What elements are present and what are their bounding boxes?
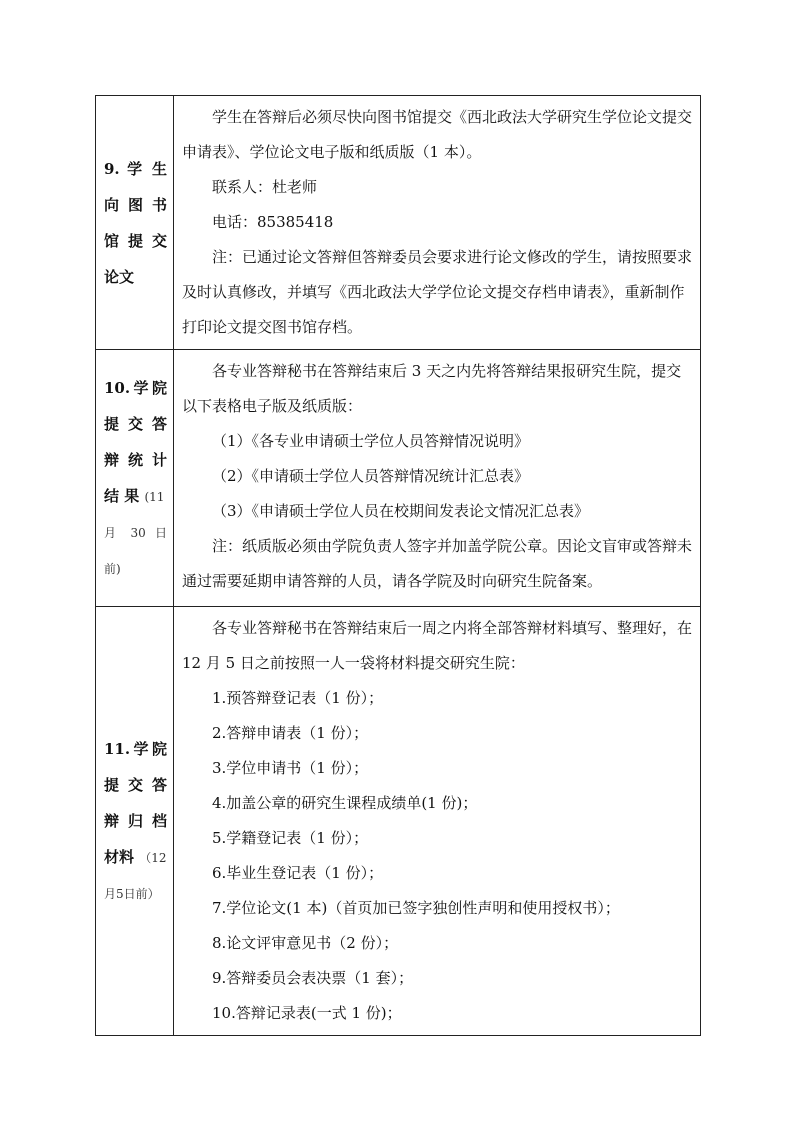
paragraph: 注：纸质版必须由学院负责人签字并加盖学院公章。因论文盲审或答辩未通过需要延期申请答辩的人员，请各学院及时向研究生院备案。 <box>182 537 693 590</box>
label-line: 论文 <box>104 267 135 286</box>
section-label-cell <box>96 350 174 607</box>
list-item: 8.论文评审意见书（2 份）； <box>212 934 399 952</box>
label-line: 10.学院 <box>104 378 167 397</box>
list-item: 9.答辩委员会表决票（1 套）； <box>212 969 414 987</box>
section-content <box>174 350 700 603</box>
label-date-note: 前) <box>104 561 121 576</box>
label-date-note: 月 30 日 <box>104 525 167 540</box>
list-item: （2）《申请硕士学位人员答辩情况统计汇总表》 <box>212 467 530 485</box>
table-row-section-11 <box>96 607 701 1036</box>
label-line: 提 交 答 <box>104 414 167 433</box>
list-item: 5.学籍登记表（1 份）； <box>212 829 369 847</box>
section-content <box>174 96 700 349</box>
table-row-section-10 <box>96 350 701 607</box>
label-line: 11.学院 <box>104 739 167 758</box>
table-row-section-9 <box>96 96 701 350</box>
label-date-note: (11 <box>144 489 165 504</box>
paragraph: 电话：85385418 <box>212 213 334 231</box>
label-line: 馆 提 交 <box>104 231 167 250</box>
section-label <box>96 731 173 912</box>
section-content-cell <box>174 96 701 350</box>
label-date-note: （12 <box>139 850 167 865</box>
label-line: 提 交 答 <box>104 775 167 794</box>
paragraph: 各专业答辩秘书在答辩结束后 3 天之内先将答辩结果报研究生院，提交以下表格电子版及纸质版： <box>182 362 682 415</box>
section-label <box>96 151 173 295</box>
list-item: 2.答辩申请表（1 份）； <box>212 724 369 742</box>
label-line: 辩 归 档 <box>104 811 167 830</box>
label-line <box>104 478 167 515</box>
paragraph: 联系人：杜老师 <box>212 178 318 196</box>
list-item: 10.答辩记录表(一式 1 份)； <box>212 1004 402 1022</box>
label-line: 向 图 书 <box>104 195 167 214</box>
list-item: （1）《各专业申请硕士学位人员答辩情况说明》 <box>212 432 530 450</box>
label-line-text: 结 果 <box>104 486 140 505</box>
list-item: 3.学位申请书（1 份）； <box>212 759 369 777</box>
section-content <box>174 607 700 1035</box>
label-line: 辩 统 计 <box>104 450 167 469</box>
list-item: （3）《申请硕士学位人员在校期间发表论文情况汇总表》 <box>212 502 590 520</box>
list-item: 7.学位论文(1 本)（首页加已签字独创性声明和使用授权书）； <box>212 899 620 917</box>
paragraph: 各专业答辩秘书在答辩结束后一周之内将全部答辩材料填写、整理好，在 12 月 5 日之前按照一人一袋将材料提交研究生院： <box>182 619 693 672</box>
section-content-cell <box>174 607 701 1036</box>
section-label <box>96 370 173 587</box>
section-label-cell <box>96 607 174 1036</box>
list-item: 4.加盖公章的研究生课程成绩单(1 份)； <box>212 794 478 812</box>
section-label-cell <box>96 96 174 350</box>
paragraph: 注：已通过论文答辩但答辩委员会要求进行论文修改的学生，请按照要求及时认真修改，并填写《西北政法大学学位论文提交存档申请表》，重新制作打印论文提交图书馆存档。 <box>182 248 693 336</box>
requirements-table <box>95 95 701 1036</box>
label-date-note: 月5日前） <box>104 886 160 901</box>
section-content-cell <box>174 350 701 607</box>
label-line-text: 材料 <box>104 847 135 866</box>
list-item: 1.预答辩登记表（1 份）； <box>212 689 384 707</box>
label-line: 9. 学 生 <box>104 159 167 178</box>
label-line <box>104 839 167 876</box>
paragraph: 学生在答辩后必须尽快向图书馆提交《西北政法大学研究生学位论文提交申请表》、学位论文电子版和纸质版（1 本）。 <box>182 108 693 161</box>
list-item: 6.毕业生登记表（1 份）； <box>212 864 384 882</box>
